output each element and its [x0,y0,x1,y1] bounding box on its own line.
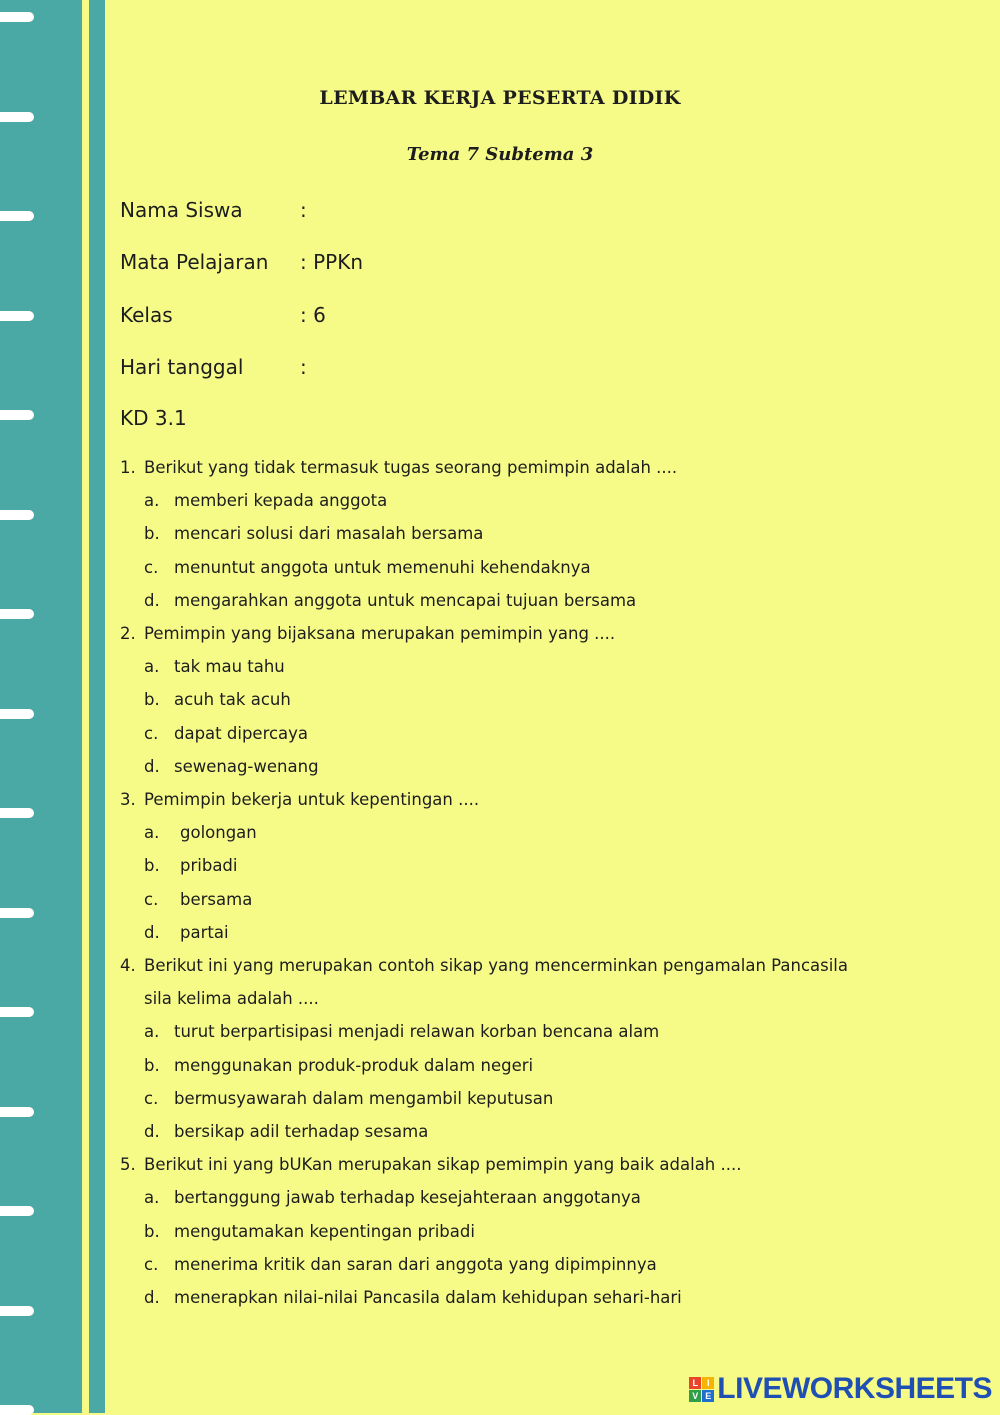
option-letter: c. [144,557,159,577]
field-value: : PPKn [300,250,364,274]
question-text [120,624,615,644]
spiral-binding-tab-icon [0,510,34,520]
option-text: menerima kritik dan saran dari anggota yang dipimpinnya [174,1254,657,1274]
field-label: Mata Pelajaran [120,250,269,274]
option-letter: b. [144,856,160,876]
option-letter: a. [144,491,160,511]
spiral-binding-tab-icon [0,808,34,818]
logo-icon-letter: V [689,1390,701,1402]
question-line: Berikut yang tidak termasuk tugas seorang pemimpin adalah .... [144,458,678,477]
question-number: 4. [120,956,136,975]
option-letter: b. [144,524,160,544]
spiral-binding-tab-icon [0,112,34,122]
field-label: Nama Siswa [120,198,243,222]
question-text [120,458,677,478]
question-number: 1. [120,458,136,477]
option-text: partai [180,922,229,942]
option-text: acuh tak acuh [174,690,291,710]
option-letter: a. [144,823,160,843]
question-line: sila kelima adalah .... [144,989,319,1009]
option-letter: d. [144,590,160,610]
spiral-binding-tab-icon [0,1107,34,1117]
option-letter: a. [144,1022,160,1042]
option-text: memberi kepada anggota [174,491,388,511]
option-letter: d. [144,922,160,942]
liveworksheets-logo [689,1371,992,1407]
question-number: 5. [120,1155,136,1175]
spiral-binding-tab-icon [0,1306,34,1316]
question-number: 3. [120,790,136,809]
question-number: 2. [120,624,136,643]
worksheet-title: LEMBAR KERJA PESERTA DIDIK [319,87,681,109]
question-line: Pemimpin yang bijaksana merupakan pemimpin yang .... [144,624,616,643]
worksheet-subtitle: Tema 7 Subtema 3 [406,144,594,165]
question-text [120,790,479,810]
logo-icon-letter: E [702,1390,714,1402]
question-line: Pemimpin bekerja untuk kepentingan .... [144,790,480,809]
option-text: mengutamakan kepentingan pribadi [174,1221,475,1241]
option-letter: d. [144,1122,160,1141]
field-label: Hari tanggal [120,355,244,379]
option-text: sewenag-wenang [174,756,319,776]
spiral-binding-tab-icon [0,908,34,918]
spiral-binding-tab-icon [0,211,34,221]
spiral-binding-tab-icon [0,1206,34,1216]
logo-icon-letter: L [689,1377,701,1389]
spiral-binding-tab-icon [0,1007,34,1017]
logo-text: LIVEWORKSHEETS [717,1372,992,1405]
option-text: mengarahkan anggota untuk mencapai tujuan bersama [174,590,637,610]
option-text: bersikap adil terhadap sesama [174,1122,429,1141]
option-text: menggunakan produk-produk dalam negeri [174,1055,534,1075]
field-value: : 6 [300,303,326,327]
spiral-binding-tab-icon [0,410,34,420]
option-text: mencari solusi dari masalah bersama [174,524,484,544]
field-label: Kelas [120,303,173,327]
option-letter: c. [144,1088,159,1108]
option-text: bermusyawarah dalam mengambil keputusan [174,1088,554,1108]
question-line: Berikut ini yang merupakan contoh sikap yang mencerminkan pengamalan Pancasila [144,956,849,975]
option-text: turut berpartisipasi menjadi relawan korban bencana alam [174,1022,660,1042]
option-letter: a. [144,1188,160,1208]
question-text [120,1155,742,1175]
spiral-binding-tab-icon [0,1405,34,1415]
option-text: dapat dipercaya [174,723,309,743]
field-value: : [300,198,307,222]
option-text: bertanggung jawab terhadap kesejahteraan anggotanya [174,1188,641,1208]
binding-rail [89,0,105,1413]
option-letter: d. [144,1288,160,1307]
spiral-binding-tab-icon [0,709,34,719]
option-letter: c. [144,723,159,743]
option-letter: b. [144,690,160,710]
option-letter: c. [144,889,159,909]
question-text [120,956,848,976]
logo-icon-letter: I [702,1377,714,1389]
liveworksheets-logo-icon [689,1377,714,1402]
spiral-binding-tab-icon [0,609,34,619]
option-letter: b. [144,1055,160,1075]
spiral-binding-tab-icon [0,311,34,321]
option-text: pribadi [180,856,238,876]
question-line: Berikut ini yang bUKan merupakan sikap pemimpin yang baik adalah .... [144,1155,742,1175]
option-letter: d. [144,756,160,776]
option-letter: a. [144,657,160,677]
option-text: bersama [180,889,253,909]
option-letter: b. [144,1221,160,1241]
option-text: golongan [180,823,257,843]
option-text: menuntut anggota untuk memenuhi kehendaknya [174,557,591,577]
spiral-binding [0,0,82,1413]
field-value: : [300,355,307,379]
option-text: tak mau tahu [174,657,285,677]
option-letter: c. [144,1254,159,1274]
option-text: menerapkan nilai-nilai Pancasila dalam kehidupan sehari-hari [174,1288,682,1307]
spiral-binding-tab-icon [0,12,34,22]
kd-heading: KD 3.1 [120,406,187,430]
